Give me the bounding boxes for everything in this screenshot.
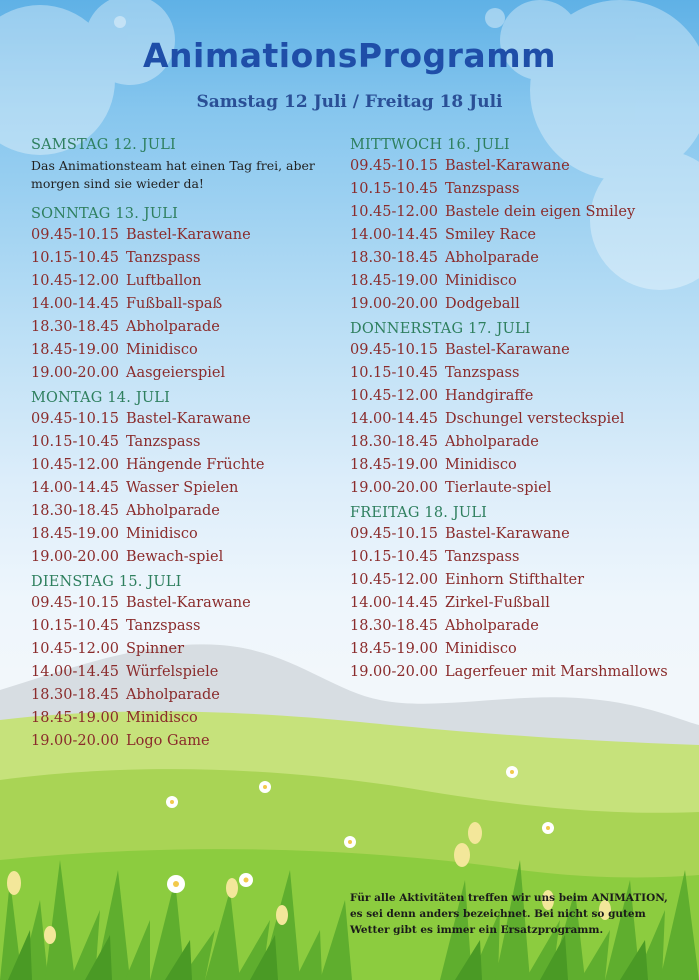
schedule-row — [31, 431, 341, 454]
day-note: Das Animationsteam hat einen Tag frei, aber morgen sind sie wieder da! — [31, 158, 315, 191]
schedule-row — [31, 500, 341, 523]
schedule-row — [31, 339, 341, 362]
activity-name: Fußball-spaß — [126, 296, 223, 312]
schedule-row — [350, 385, 690, 408]
time-slot: 19.00-20.00 — [31, 733, 119, 749]
time-slot: 10.45-12.00 — [31, 273, 119, 289]
time-slot: 10.45-12.00 — [31, 641, 119, 657]
activity-name: Dschungel versteckspiel — [445, 411, 625, 427]
schedule-row — [350, 546, 690, 569]
schedule-row — [350, 224, 690, 247]
time-slot: 19.00-20.00 — [31, 365, 119, 381]
schedule-row — [350, 569, 690, 592]
time-slot: 09.45-10.15 — [31, 227, 119, 243]
day-section — [31, 135, 341, 193]
activity-name: Tierlaute-spiel — [445, 480, 552, 496]
activity-name: Bastel-Karawane — [126, 227, 251, 243]
footer-note: Für alle Aktivitäten treffen wir uns beim ANIMATION, es sei denn anders bezeichnet. Bei nicht so gutem Wetter gibt es immer ein Ersatzprogramm. — [350, 892, 668, 936]
schedule-row — [350, 293, 690, 316]
time-slot: 19.00-20.00 — [31, 549, 119, 565]
schedule-row — [350, 431, 690, 454]
time-slot: 14.00-14.45 — [31, 296, 119, 312]
time-slot: 14.00-14.45 — [350, 411, 438, 427]
time-slot: 10.15-10.45 — [31, 434, 119, 450]
schedule-column-left — [31, 135, 341, 753]
activity-name: Bastel-Karawane — [445, 342, 570, 358]
activity-name: Hängende Früchte — [126, 457, 265, 473]
schedule-row — [350, 178, 690, 201]
activity-name: Tanzspass — [126, 250, 201, 266]
time-slot: 10.15-10.45 — [350, 181, 438, 197]
schedule-row — [31, 592, 341, 615]
schedule-row — [31, 638, 341, 661]
schedule-row — [31, 293, 341, 316]
schedule-row — [350, 523, 690, 546]
schedule-row — [31, 707, 341, 730]
activity-name: Minidisco — [445, 273, 517, 289]
activity-name: Einhorn Stifthalter — [445, 572, 585, 588]
activity-name: Bastele dein eigen Smiley — [445, 204, 636, 220]
activity-name: Tanzspass — [445, 365, 520, 381]
activity-name: Lagerfeuer mit Marshmallows — [445, 664, 668, 680]
schedule-row — [31, 454, 341, 477]
activity-name: Aasgeierspiel — [126, 365, 226, 381]
activity-name: Dodgeball — [445, 296, 520, 312]
time-slot: 18.30-18.45 — [350, 618, 438, 634]
activity-name: Abholparade — [126, 319, 220, 335]
time-slot: 14.00-14.45 — [31, 664, 119, 680]
day-heading: SAMSTAG 12. JULI — [31, 137, 176, 153]
schedule-row — [350, 454, 690, 477]
activity-name: Bewach-spiel — [126, 549, 224, 565]
schedule-row — [350, 592, 690, 615]
activity-name: Spinner — [126, 641, 185, 657]
schedule-row — [31, 615, 341, 638]
schedule-row — [350, 339, 690, 362]
schedule-row — [31, 224, 341, 247]
activity-name: Luftballon — [126, 273, 202, 289]
day-heading: MITTWOCH 16. JULI — [350, 137, 510, 153]
schedule-row — [31, 684, 341, 707]
time-slot: 18.30-18.45 — [31, 319, 119, 335]
time-slot: 18.45-19.00 — [350, 273, 438, 289]
activity-name: Abholparade — [445, 250, 539, 266]
time-slot: 09.45-10.15 — [350, 158, 438, 174]
activity-name: Tanzspass — [126, 618, 201, 634]
schedule-row — [350, 362, 690, 385]
day-section — [31, 388, 341, 569]
day-heading: MONTAG 14. JULI — [31, 390, 171, 406]
time-slot: 18.30-18.45 — [350, 250, 438, 266]
time-slot: 10.45-12.00 — [350, 204, 438, 220]
time-slot: 10.15-10.45 — [31, 618, 119, 634]
activity-name: Wasser Spielen — [126, 480, 239, 496]
time-slot: 10.45-12.00 — [31, 457, 119, 473]
time-slot: 18.45-19.00 — [31, 710, 119, 726]
time-slot: 10.45-12.00 — [350, 388, 438, 404]
activity-name: Minidisco — [445, 457, 517, 473]
time-slot: 09.45-10.15 — [31, 411, 119, 427]
activity-name: Tanzspass — [445, 549, 520, 565]
time-slot: 09.45-10.15 — [350, 526, 438, 542]
day-section — [31, 204, 341, 385]
activity-name: Abholparade — [445, 618, 539, 634]
activity-name: Abholparade — [126, 687, 220, 703]
time-slot: 18.30-18.45 — [350, 434, 438, 450]
page-subtitle: Samstag 12 Juli / Freitag 18 Juli — [196, 92, 503, 112]
activity-name: Bastel-Karawane — [445, 526, 570, 542]
day-section — [350, 135, 690, 316]
schedule-row — [31, 316, 341, 339]
activity-name: Zirkel-Fußball — [445, 595, 550, 611]
schedule-row — [350, 201, 690, 224]
schedule-row — [31, 270, 341, 293]
time-slot: 18.45-19.00 — [31, 526, 119, 542]
time-slot: 10.45-12.00 — [350, 572, 438, 588]
day-section — [350, 503, 690, 684]
activity-name: Abholparade — [445, 434, 539, 450]
schedule-row — [350, 408, 690, 431]
activity-name: Bastel-Karawane — [126, 595, 251, 611]
schedule-row — [350, 247, 690, 270]
activity-name: Handgiraffe — [445, 388, 534, 404]
activity-name: Minidisco — [126, 710, 198, 726]
activity-name: Abholparade — [126, 503, 220, 519]
schedule-row — [350, 638, 690, 661]
time-slot: 14.00-14.45 — [350, 595, 438, 611]
schedule-row — [31, 477, 341, 500]
activity-name: Tanzspass — [445, 181, 520, 197]
day-heading: DONNERSTAG 17. JULI — [350, 321, 531, 337]
schedule-row — [31, 408, 341, 431]
time-slot: 10.15-10.45 — [350, 365, 438, 381]
schedule-row — [350, 477, 690, 500]
schedule-row — [31, 546, 341, 569]
time-slot: 14.00-14.45 — [31, 480, 119, 496]
time-slot: 18.45-19.00 — [350, 641, 438, 657]
schedule-row — [31, 247, 341, 270]
day-section — [350, 319, 690, 500]
schedule-row — [350, 615, 690, 638]
day-heading: FREITAG 18. JULI — [350, 505, 488, 521]
activity-name: Minidisco — [126, 342, 198, 358]
time-slot: 10.15-10.45 — [31, 250, 119, 266]
time-slot: 19.00-20.00 — [350, 480, 438, 496]
day-section — [31, 572, 341, 753]
schedule-row — [31, 661, 341, 684]
activity-name: Smiley Race — [445, 227, 536, 243]
schedule-row — [350, 661, 690, 684]
schedule-row — [31, 362, 341, 385]
time-slot: 14.00-14.45 — [350, 227, 438, 243]
schedule-column-right — [350, 135, 690, 684]
schedule-row — [350, 270, 690, 293]
activity-name: Minidisco — [445, 641, 517, 657]
time-slot: 18.30-18.45 — [31, 687, 119, 703]
time-slot: 09.45-10.15 — [31, 595, 119, 611]
activity-name: Bastel-Karawane — [445, 158, 570, 174]
day-heading: SONNTAG 13. JULI — [31, 206, 178, 222]
page-title: AnimationsProgramm — [143, 36, 556, 75]
activity-name: Würfelspiele — [126, 664, 219, 680]
activity-name: Tanzspass — [126, 434, 201, 450]
schedule-row — [31, 730, 341, 753]
activity-name: Logo Game — [126, 733, 210, 749]
time-slot: 18.45-19.00 — [350, 457, 438, 473]
time-slot: 19.00-20.00 — [350, 664, 438, 680]
time-slot: 10.15-10.45 — [350, 549, 438, 565]
time-slot: 09.45-10.15 — [350, 342, 438, 358]
schedule-row — [31, 523, 341, 546]
day-heading: DIENSTAG 15. JULI — [31, 574, 182, 590]
activity-name: Bastel-Karawane — [126, 411, 251, 427]
time-slot: 19.00-20.00 — [350, 296, 438, 312]
time-slot: 18.45-19.00 — [31, 342, 119, 358]
activity-name: Minidisco — [126, 526, 198, 542]
time-slot: 18.30-18.45 — [31, 503, 119, 519]
schedule-row — [350, 155, 690, 178]
